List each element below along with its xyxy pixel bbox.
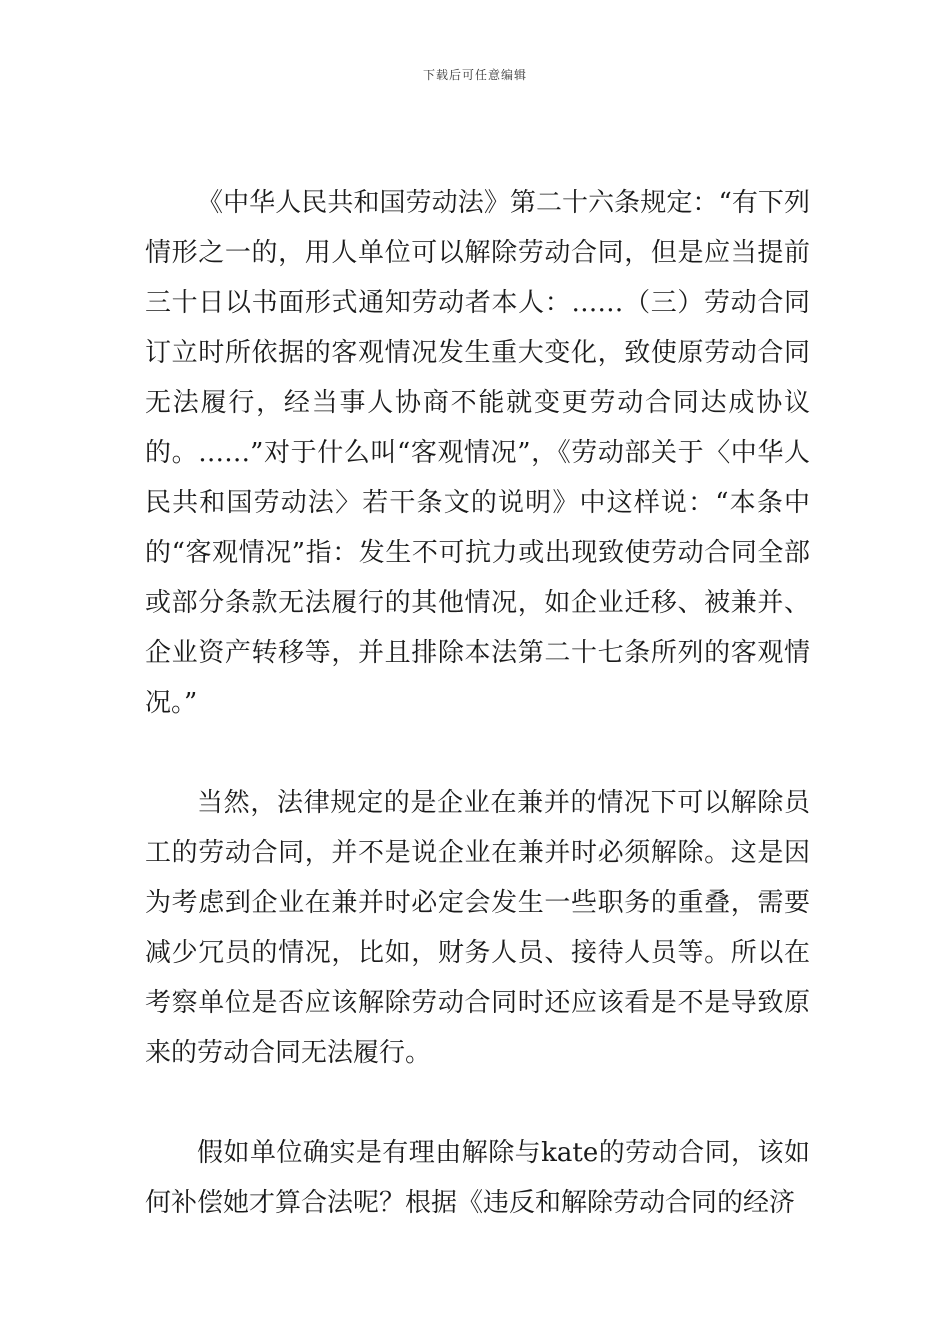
paragraph-labor-law-article-26: 《中华人民共和国劳动法》第二十六条规定：“有下列情形之一的，用人单位可以解除劳动合同，但是应当提前三十日以书面形式通知劳动者本人：……（三）劳动合同订立时所依据的客观情况发生重大变化，致使原劳动合同无法履行，经当事人协商不能就变更劳动合同达成协议的。……”对于什么叫“客观情况”，《劳动部关于〈中华人民共和国劳动法〉若干条文的说明》中这样说：“本条中的“客观情况”指：发生不可抗力或出现致使劳动合同全部或部分条款无法履行的其他情况，如企业迁移、被兼并、企业资产转移等，并且排除本法第二十七条所列的客观情况。” [145,188,810,718]
paragraph-merger-explanation: 当然，法律规定的是企业在兼并的情况下可以解除员工的劳动合同，并不是说企业在兼并时必须解除。这是因为考虑到企业在兼并时必定会发生一些职务的重叠，需要减少冗员的情况，比如，财务人员、接待人员等。所以在考察单位是否应该解除劳动合同时还应该看是不是导致原来的劳动合同无法履行。 [145,788,810,1068]
page-header-note: 下载后可任意编辑 [422,68,527,82]
document-body [145,178,810,1228]
paragraph-compensation-question: 假如单位确实是有理由解除与kate的劳动合同，该如何补偿她才算合法呢？根据《违反和解除劳动合同的经济 [145,1138,810,1218]
